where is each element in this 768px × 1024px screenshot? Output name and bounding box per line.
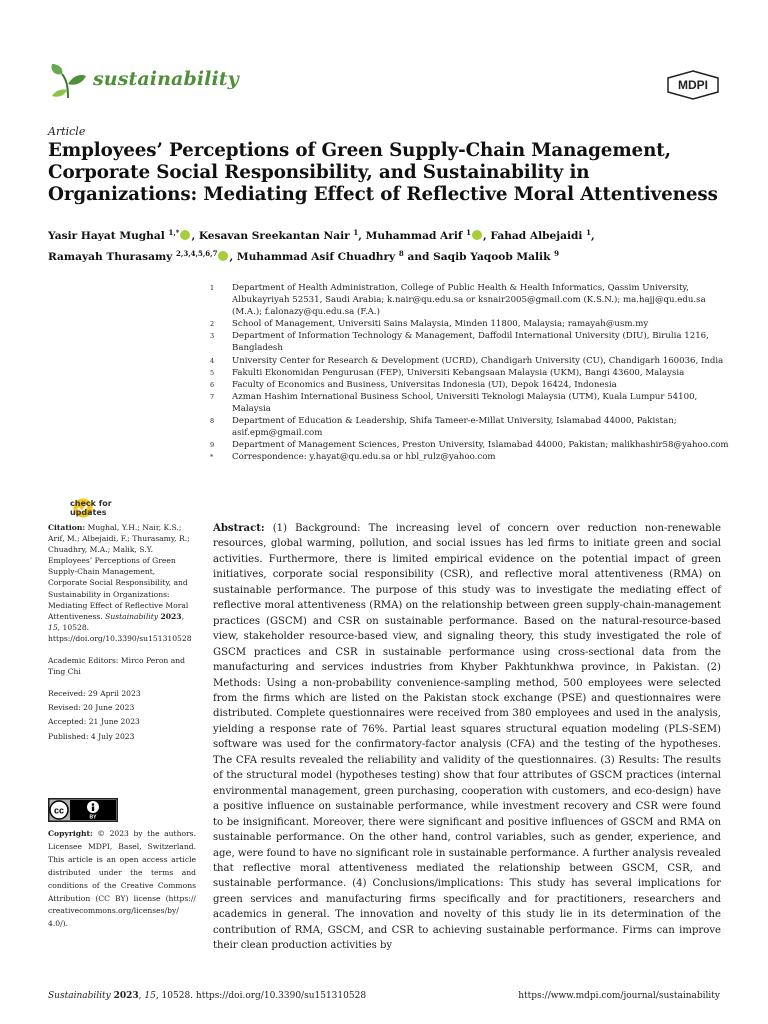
cc-by-license-icon[interactable] bbox=[48, 798, 118, 822]
footer-volume: 15 bbox=[144, 991, 156, 1001]
footer-citation: Sustainability 2023, 15, 10528. https://doi.org/10.3390/su151310528 bbox=[48, 991, 367, 1001]
affiliations-list bbox=[210, 282, 730, 463]
affiliation-text: Department of Information Technology & Management, Daffodil International University (DIU), Birulia 1216, Bangladesh bbox=[232, 331, 709, 354]
author-separator: , bbox=[591, 230, 595, 242]
check-for-updates-label[interactable] bbox=[70, 499, 114, 517]
author-name: Yasir Hayat Mughal bbox=[48, 230, 165, 242]
svg-text:cc: cc bbox=[53, 805, 65, 816]
citation-label: Citation: bbox=[48, 523, 86, 532]
affiliation-number: 3 bbox=[210, 332, 215, 341]
received-date: Received: 29 April 2023 bbox=[48, 689, 141, 699]
abstract-text: (1) Background: The increasing level of concern over reduction non-renewable resources, global warming, pollution, and social issues has led firms to initiate green and social activities. Furthermore, there is limited empirical evidence on the potential impact of green initiatives, corporate social responsibility (CSR), and reflective moral attentiveness (RMA) on sustainable performance. The purpose of this study was to investigate the mediating effect of reflective moral attentiveness (RMA) on the relationship between green supply-chain-management practices (GSCM) and CSR on sustainable performance. Based on the natural-resource-based view, stakeholder resource-based view, and signaling theory, this study investigated the role of GSCM practices and CSR in sustainable performance using cross-sectional data from the manufacturing and services industries from Khyber Pakhtunkhwa province, in Pakistan. (2) Methods: Using a non-probability convenience-sampling method, 500 employees were selected from the firms which are listed on the Pakistan stock exchange (PSE) and questionnaires were distributed. Complete questionnaires were received from 380 employees and used in the analysis, yielding a response rate of 76%. Partial least squares structural equation modeling (PLS-SEM) software was used for the confirmatory-factor analysis (CFA) and the testing of the hypotheses. The CFA results revealed the reliability and validity of the questionnaires. (3) Results: The results of the structural model (hypotheses testing) show that four attributes of GSCM practices (internal environmental management, green purchasing, cooperation with customers, and eco-design) have a positive influence on sustainable performance, while investment recovery and CSR were found to be insignificant. Moreover, there were significant and positive influences of GSCM and RMA on sustainable performance. On the other hand, control variables, such as gender, experience, and age, were found to have no significant role in sustainable performance. A further analysis revealed that reflective moral attentiveness mediated the relationship between GSCM, CSR, and sustainable performance. (4) Conclusions/implications: This study has several implications for green services and manufacturing firms specifically and for practitioners, researchers and academics in general. The innovation and novelty of this study lie in its determination of the contribution of RMA, GSCM, and CSR to achieving sustainable performance. Firms can improve their clean production activities by bbox=[213, 523, 722, 952]
author-affiliation-marker: 1 bbox=[466, 228, 472, 237]
abstract-label: Abstract: bbox=[213, 523, 265, 534]
affiliation-number: 1 bbox=[210, 284, 215, 292]
citation: Citation: Mughal, Y.H.; Nair, K.S.; Arif, M.; Albejaidi, F.; Thurasamy, R.; Chuadhry, M.A.; Malik, S.Y. Employees’ Perceptions of Green Supply-Chain Management, Corporate Social Responsibility, and Sustainability in Organizations: Mediating Effect of Reflective Moral Attentiveness. Sustainability 2023, 15, 10528. https://doi.org/10.3390/su151310528 bbox=[48, 523, 192, 643]
affiliation-item bbox=[210, 439, 730, 451]
affiliation-number: 2 bbox=[210, 320, 215, 329]
author-name: Saqib Yaqoob Malik bbox=[433, 251, 551, 263]
author-name: Fahad Albejaidi bbox=[490, 230, 583, 242]
affiliation-item bbox=[210, 451, 730, 463]
affiliation-number: 9 bbox=[210, 441, 215, 450]
accepted-date: Accepted: 21 June 2023 bbox=[48, 717, 140, 727]
affiliation-item bbox=[210, 415, 730, 439]
footer-journal: Sustainability bbox=[48, 991, 111, 1001]
affiliation-number: 4 bbox=[210, 356, 215, 365]
sidebar-metadata bbox=[48, 522, 196, 742]
affiliation-item bbox=[210, 282, 730, 318]
citation-volume: 15 bbox=[48, 622, 58, 632]
orcid-icon[interactable] bbox=[180, 230, 190, 240]
revised-date: Revised: 20 June 2023 bbox=[48, 703, 135, 713]
citation-pages[interactable]: , 10528. https://doi.org/10.3390/su151310528 bbox=[48, 622, 192, 643]
affiliation-text: School of Management, Universiti Sains Malaysia, Minden 11800, Malaysia; ramayah@usm.my bbox=[232, 319, 649, 330]
affiliation-number: 6 bbox=[210, 380, 215, 389]
orcid-icon[interactable] bbox=[472, 230, 482, 240]
author-affiliation-marker: 1,* bbox=[168, 228, 180, 237]
article-title: Employees’ Perceptions of Green Supply-Chain Management, Corporate Social Responsibility, and Sustainability in Organizations: Mediating Effect of Reflective Moral Attentiveness bbox=[48, 140, 718, 205]
footer-year: 2023 bbox=[113, 991, 139, 1001]
affiliation-item bbox=[210, 330, 730, 354]
affiliation-text: University Center for Research & Development (UCRD), Chandigarh University (CU), Chandigarh 160036, India bbox=[232, 355, 724, 366]
author-list bbox=[48, 224, 738, 266]
affiliation-item bbox=[210, 318, 730, 330]
citation-year: 2023 bbox=[160, 611, 182, 621]
citation-text: Mughal, Y.H.; Nair, K.S.; Arif, M.; Albejaidi, F.; Thurasamy, R.; Chuadhry, M.A.; Malik, S.Y. Employees’ Perceptions of Green Supply-Chain Management, Corporate Social Responsibility, and Sustainability in Organizations: Mediating Effect of Reflective Moral Attentiveness. bbox=[48, 523, 190, 621]
author-affiliation-marker: 9 bbox=[554, 249, 559, 258]
author-name: Kesavan Sreekantan Nair bbox=[198, 230, 350, 242]
orcid-icon[interactable] bbox=[218, 251, 228, 261]
author-affiliation-marker: 1 bbox=[353, 228, 359, 237]
affiliation-text: Fakulti Ekonomidan Pengurusan (FEP), Universiti Kebangsaan Malaysia (UKM), Bangi 43600, Malaysia bbox=[232, 367, 685, 378]
affiliation-item bbox=[210, 367, 730, 379]
affiliation-number: 7 bbox=[210, 392, 215, 401]
author-name: Ramayah Thurasamy bbox=[48, 251, 173, 263]
author-affiliation-marker: 2,3,4,5,6,7 bbox=[176, 249, 218, 258]
author-affiliation-marker: 1 bbox=[586, 228, 591, 237]
footer-journal-url[interactable]: https://www.mdpi.com/journal/sustainability bbox=[518, 991, 720, 1001]
mdpi-logo-text: MDPI bbox=[678, 78, 708, 92]
affiliation-item bbox=[210, 355, 730, 367]
article-type: Article bbox=[48, 125, 86, 138]
academic-editors: Academic Editors: Mirco Peron and Ting Chi bbox=[48, 656, 185, 677]
affiliation-text: Department of Management Sciences, Preston University, Islamabad 44000, Pakistan; malikhashir58@yahoo.com bbox=[232, 440, 729, 451]
author-separator: , bbox=[358, 230, 366, 242]
author-separator: , bbox=[483, 230, 491, 242]
journal-leaf-logo-icon bbox=[48, 62, 88, 100]
author-separator: , bbox=[229, 251, 237, 263]
affiliation-number: 5 bbox=[210, 368, 215, 377]
author-name: Muhammad Asif Chuadhry bbox=[236, 251, 396, 263]
affiliation-number: * bbox=[210, 453, 214, 462]
affiliation-number: 8 bbox=[210, 417, 215, 426]
footer-doi[interactable]: , 10528. https://doi.org/10.3390/su151310528 bbox=[155, 991, 367, 1001]
affiliation-text: Correspondence: y.hayat@qu.edu.sa or hbl_rulz@yahoo.com bbox=[232, 452, 496, 463]
abstract bbox=[213, 521, 721, 954]
journal-name: sustainability bbox=[93, 68, 239, 90]
author-separator: and bbox=[403, 251, 434, 263]
citation-journal: Sustainability bbox=[105, 611, 159, 621]
affiliation-text: Azman Hashim International Business School, Universiti Teknologi Malaysia (UTM), Kuala Lumpur 54100, Malaysia bbox=[232, 391, 698, 414]
affiliation-text: Department of Health Administration, College of Public Health & Health Informatics, Qassim University, Albukayriyah 52531, Saudi Arabia; k.nair@qu.edu.sa or ksnair2005@gmail.com (K.S.N.); ma.hajj@qu.edu.sa (M.A.); f.alonazy@qu.edu.sa (F.A.) bbox=[232, 283, 706, 318]
affiliation-item bbox=[210, 379, 730, 391]
affiliation-text: Department of Education & Leadership, Shifa Tameer-e-Millat University, Islamabad 44000, Pakistan; asif.epm@gmail.com bbox=[232, 416, 677, 439]
copyright-notice bbox=[48, 828, 196, 931]
copyright-label: Copyright: bbox=[48, 829, 93, 838]
author-separator: , bbox=[191, 230, 199, 242]
check-updates-text: check for updates bbox=[70, 499, 112, 517]
published-date: Published: 4 July 2023 bbox=[48, 731, 135, 741]
copyright-text: © 2023 by the authors. Licensee MDPI, Basel, Switzerland. This article is an open access article distributed under the terms and conditions of the Creative Commons Attribution (CC BY) license (https:// creativecommons.org/licenses/by/ 4.0/). bbox=[48, 829, 196, 929]
author-name: Muhammad Arif bbox=[365, 230, 463, 242]
mdpi-logo-icon bbox=[666, 70, 720, 100]
cc-by-text: BY bbox=[89, 814, 97, 821]
affiliation-item bbox=[210, 391, 730, 415]
author-affiliation-marker: 8 bbox=[398, 249, 404, 258]
affiliation-text: Faculty of Economics and Business, Universitas Indonesia (UI), Depok 16424, Indonesia bbox=[232, 379, 617, 390]
